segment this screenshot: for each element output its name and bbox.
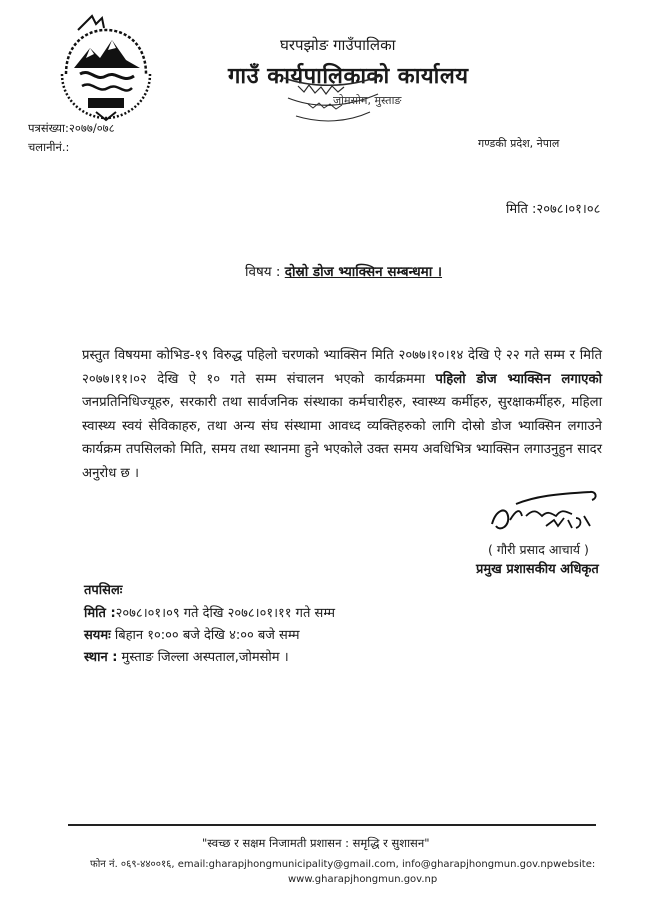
province-address: गण्डकी प्रदेश, नेपाल — [478, 137, 560, 150]
nepal-emblem-icon — [56, 12, 156, 124]
detail-place-value: मुस्ताङ जिल्ला अस्पताल,जोमसोम । — [117, 650, 289, 665]
detail-place-row — [84, 647, 289, 665]
subject-text: दोस्रो डोज भ्याक्सिन सम्बन्धमा । — [284, 264, 443, 280]
detail-time-row — [84, 625, 300, 643]
dispatch-number: चलानीनं.: — [28, 140, 70, 154]
letter-body — [82, 344, 602, 485]
office-stamp — [278, 70, 386, 126]
signatory-title: प्रमुख प्रशासकीय अधिकृत — [476, 562, 599, 577]
detail-time-label: सयमः — [84, 628, 111, 643]
footer-contact: फोन नं. ०६९-४४००१६, email:gharapjhongmunicipality@gmail.com, info@gharapjhongmun.gov.npwebsite: — [90, 859, 596, 870]
detail-place-label: स्थान : — [84, 650, 118, 665]
office-name: गाउँ कार्यपालिकाको कार्यालय — [228, 64, 469, 89]
office-location: जोमसोम, मुस्ताङ — [333, 94, 402, 107]
body-bold-phrase: पहिलो डोज भ्याक्सिन लगाएको — [435, 371, 603, 387]
detail-time-value: बिहान १०:०० बजे देखि ४:०० बजे सम्म — [110, 628, 300, 643]
subject-label: विषय : — [245, 264, 281, 280]
letter-date: मिति :२०७८।०१।०८ — [506, 202, 601, 217]
body-part-2: जनप्रतिनिधिज्यूहरु, सरकारी तथा सार्वजनिक संस्थाका कर्मचारीहरु, स्वास्थ्य कर्मीहरु, सुरक्षाकर्मीहरु, महिला स्वास्थ्य स्वयं सेविकाहरु, तथा अन्य संघ संस्थामा आवध्द व्यक्तिहरुको लागि दोस्रो डोज भ्याक्सिन लगाउने कार्यक्रम तपसिलको मिति, समय तथा स्थानमा हुने भएकोले उक्त समय अवधिभित्र भ्याक्सिन लगाउनुहुन सादर अनुरोध छ । — [82, 395, 602, 481]
detail-date-label: मिति : — [84, 606, 116, 621]
details-heading: तपसिलः — [84, 583, 123, 598]
body-part-1: प्रस्तुत विषयमा कोभिड-१९ विरुद्ध पहिलो चरणको भ्याक्सिन मिति २०७७।१०।१४ देखि ऐ २२ गते सम्म र मिति २०७७।११।०२ देखि ऐ १० गते सम्म संचालन भएको कार्यक्रममा — [82, 348, 602, 387]
detail-date-row — [84, 603, 335, 621]
footer-slogan: "स्वच्छ र सक्षम निजामती प्रशासन : समृद्धि र सुशासन" — [202, 836, 430, 850]
handwritten-signature — [486, 480, 604, 542]
municipality-name: घरपझोङ गाउँपालिका — [280, 36, 396, 54]
detail-date-value: २०७८।०१।०९ गते देखि २०७८।०१।११ गते सम्म — [115, 606, 335, 621]
footer-website: www.gharapjhongmun.gov.np — [288, 874, 438, 885]
signatory-name: ( गौरी प्रसाद आचार्य ) — [488, 542, 589, 557]
reference-number: पत्रसंख्या:२०७७/०७८ — [28, 121, 115, 135]
subject-line — [245, 262, 442, 280]
footer-divider — [68, 824, 596, 826]
